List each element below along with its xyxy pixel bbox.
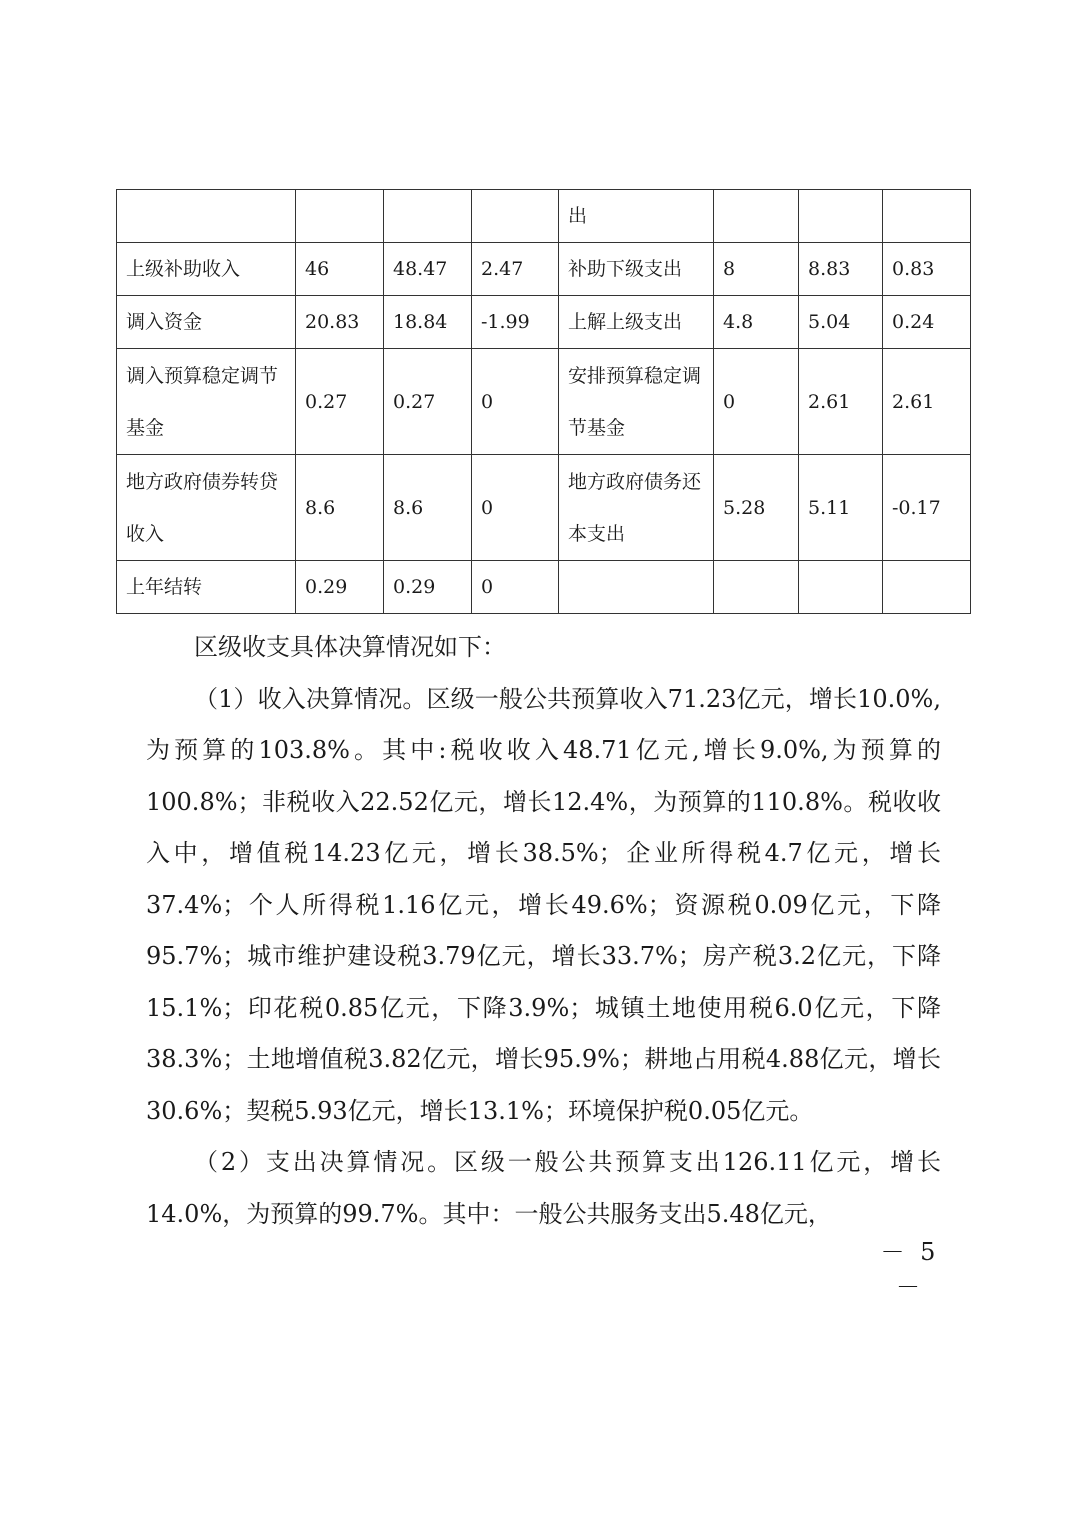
table-cell: 8.6 [384,455,472,561]
table-cell: 上级补助收入 [117,243,296,296]
paragraph-revenue: （1）收入决算情况。区级一般公共预算收入71.23亿元，增长10.0%,为预算的103.8%。其中:税收收入48.71亿元,增长9.0%,为预算的100.8%；非税收入22.52亿元，增长12.4%，为预算的110.8%。税收收入中，增值税14.23亿元，增长38.5%；企业所得税4.7亿元，增长37.4%；个人所得税1.16亿元，增长49.6%；资源税0.09亿元，下降95.7%；城市维护建设税3.79亿元，增长33.7%；房产税3.2亿元，下降15.1%；印花税0.85亿元，下降3.9%；城镇土地使用税6.0亿元，下降38.3%；土地增值税3.82亿元，增长95.9%；耕地占用税4.88亿元，增长30.6%；契税5.93亿元，增长13.1%；环境保护税0.05亿元。 [146,684,941,1125]
table-cell [714,190,799,243]
table-cell: 0 [472,455,559,561]
table-cell: 补助下级支出 [559,243,714,296]
table-cell [883,190,971,243]
table-row [117,349,971,455]
table-cell: 18.84 [384,296,472,349]
table-cell: 8.6 [296,455,384,561]
budget-table [116,189,971,614]
table-cell [714,561,799,614]
table-cell: 46 [296,243,384,296]
table-cell: 0.29 [296,561,384,614]
table-cell: 地方政府债务还本支出 [559,455,714,561]
table-cell: 4.8 [714,296,799,349]
table-cell: 0 [472,561,559,614]
table-cell: 调入资金 [117,296,296,349]
table-cell: 0 [472,349,559,455]
table-cell: 2.47 [472,243,559,296]
body-text [146,622,941,1240]
table-cell: 地方政府债券转贷收入 [117,455,296,561]
table-cell [883,561,971,614]
table-cell: 上年结转 [117,561,296,614]
table-cell: 8.83 [799,243,883,296]
table-cell: 出 [559,190,714,243]
table-cell [799,190,883,243]
table-cell: 0 [714,349,799,455]
table-cell: 0.24 [883,296,971,349]
table-row [117,455,971,561]
table-cell: 48.47 [384,243,472,296]
table-cell: 20.83 [296,296,384,349]
table-cell [296,190,384,243]
table-cell: 调入预算稳定调节基金 [117,349,296,455]
table-cell: -1.99 [472,296,559,349]
table-row [117,190,971,243]
paragraph-intro: 区级收支具体决算情况如下： [194,633,506,661]
table-row [117,561,971,614]
table-cell: 8 [714,243,799,296]
table-cell: 上解上级支出 [559,296,714,349]
table-cell: 0.27 [384,349,472,455]
table-cell: 5.04 [799,296,883,349]
table-row [117,243,971,296]
table-cell: -0.17 [883,455,971,561]
table-cell: 安排预算稳定调节基金 [559,349,714,455]
table-cell: 0.29 [384,561,472,614]
table-cell [559,561,714,614]
page-number: － 5 － [880,1238,940,1301]
table-cell: 0.83 [883,243,971,296]
table-cell: 2.61 [799,349,883,455]
table-body [117,190,971,614]
table-cell: 2.61 [883,349,971,455]
table-cell [799,561,883,614]
paragraph-expenditure: （2）支出决算情况。区级一般公共预算支出126.11亿元，增长14.0%，为预算的99.7%。其中：一般公共服务支出5.48亿元， [146,1148,941,1228]
table-cell: 5.11 [799,455,883,561]
table-cell: 5.28 [714,455,799,561]
table-cell [384,190,472,243]
table-row [117,296,971,349]
table-cell: 0.27 [296,349,384,455]
table-cell [117,190,296,243]
table-cell [472,190,559,243]
